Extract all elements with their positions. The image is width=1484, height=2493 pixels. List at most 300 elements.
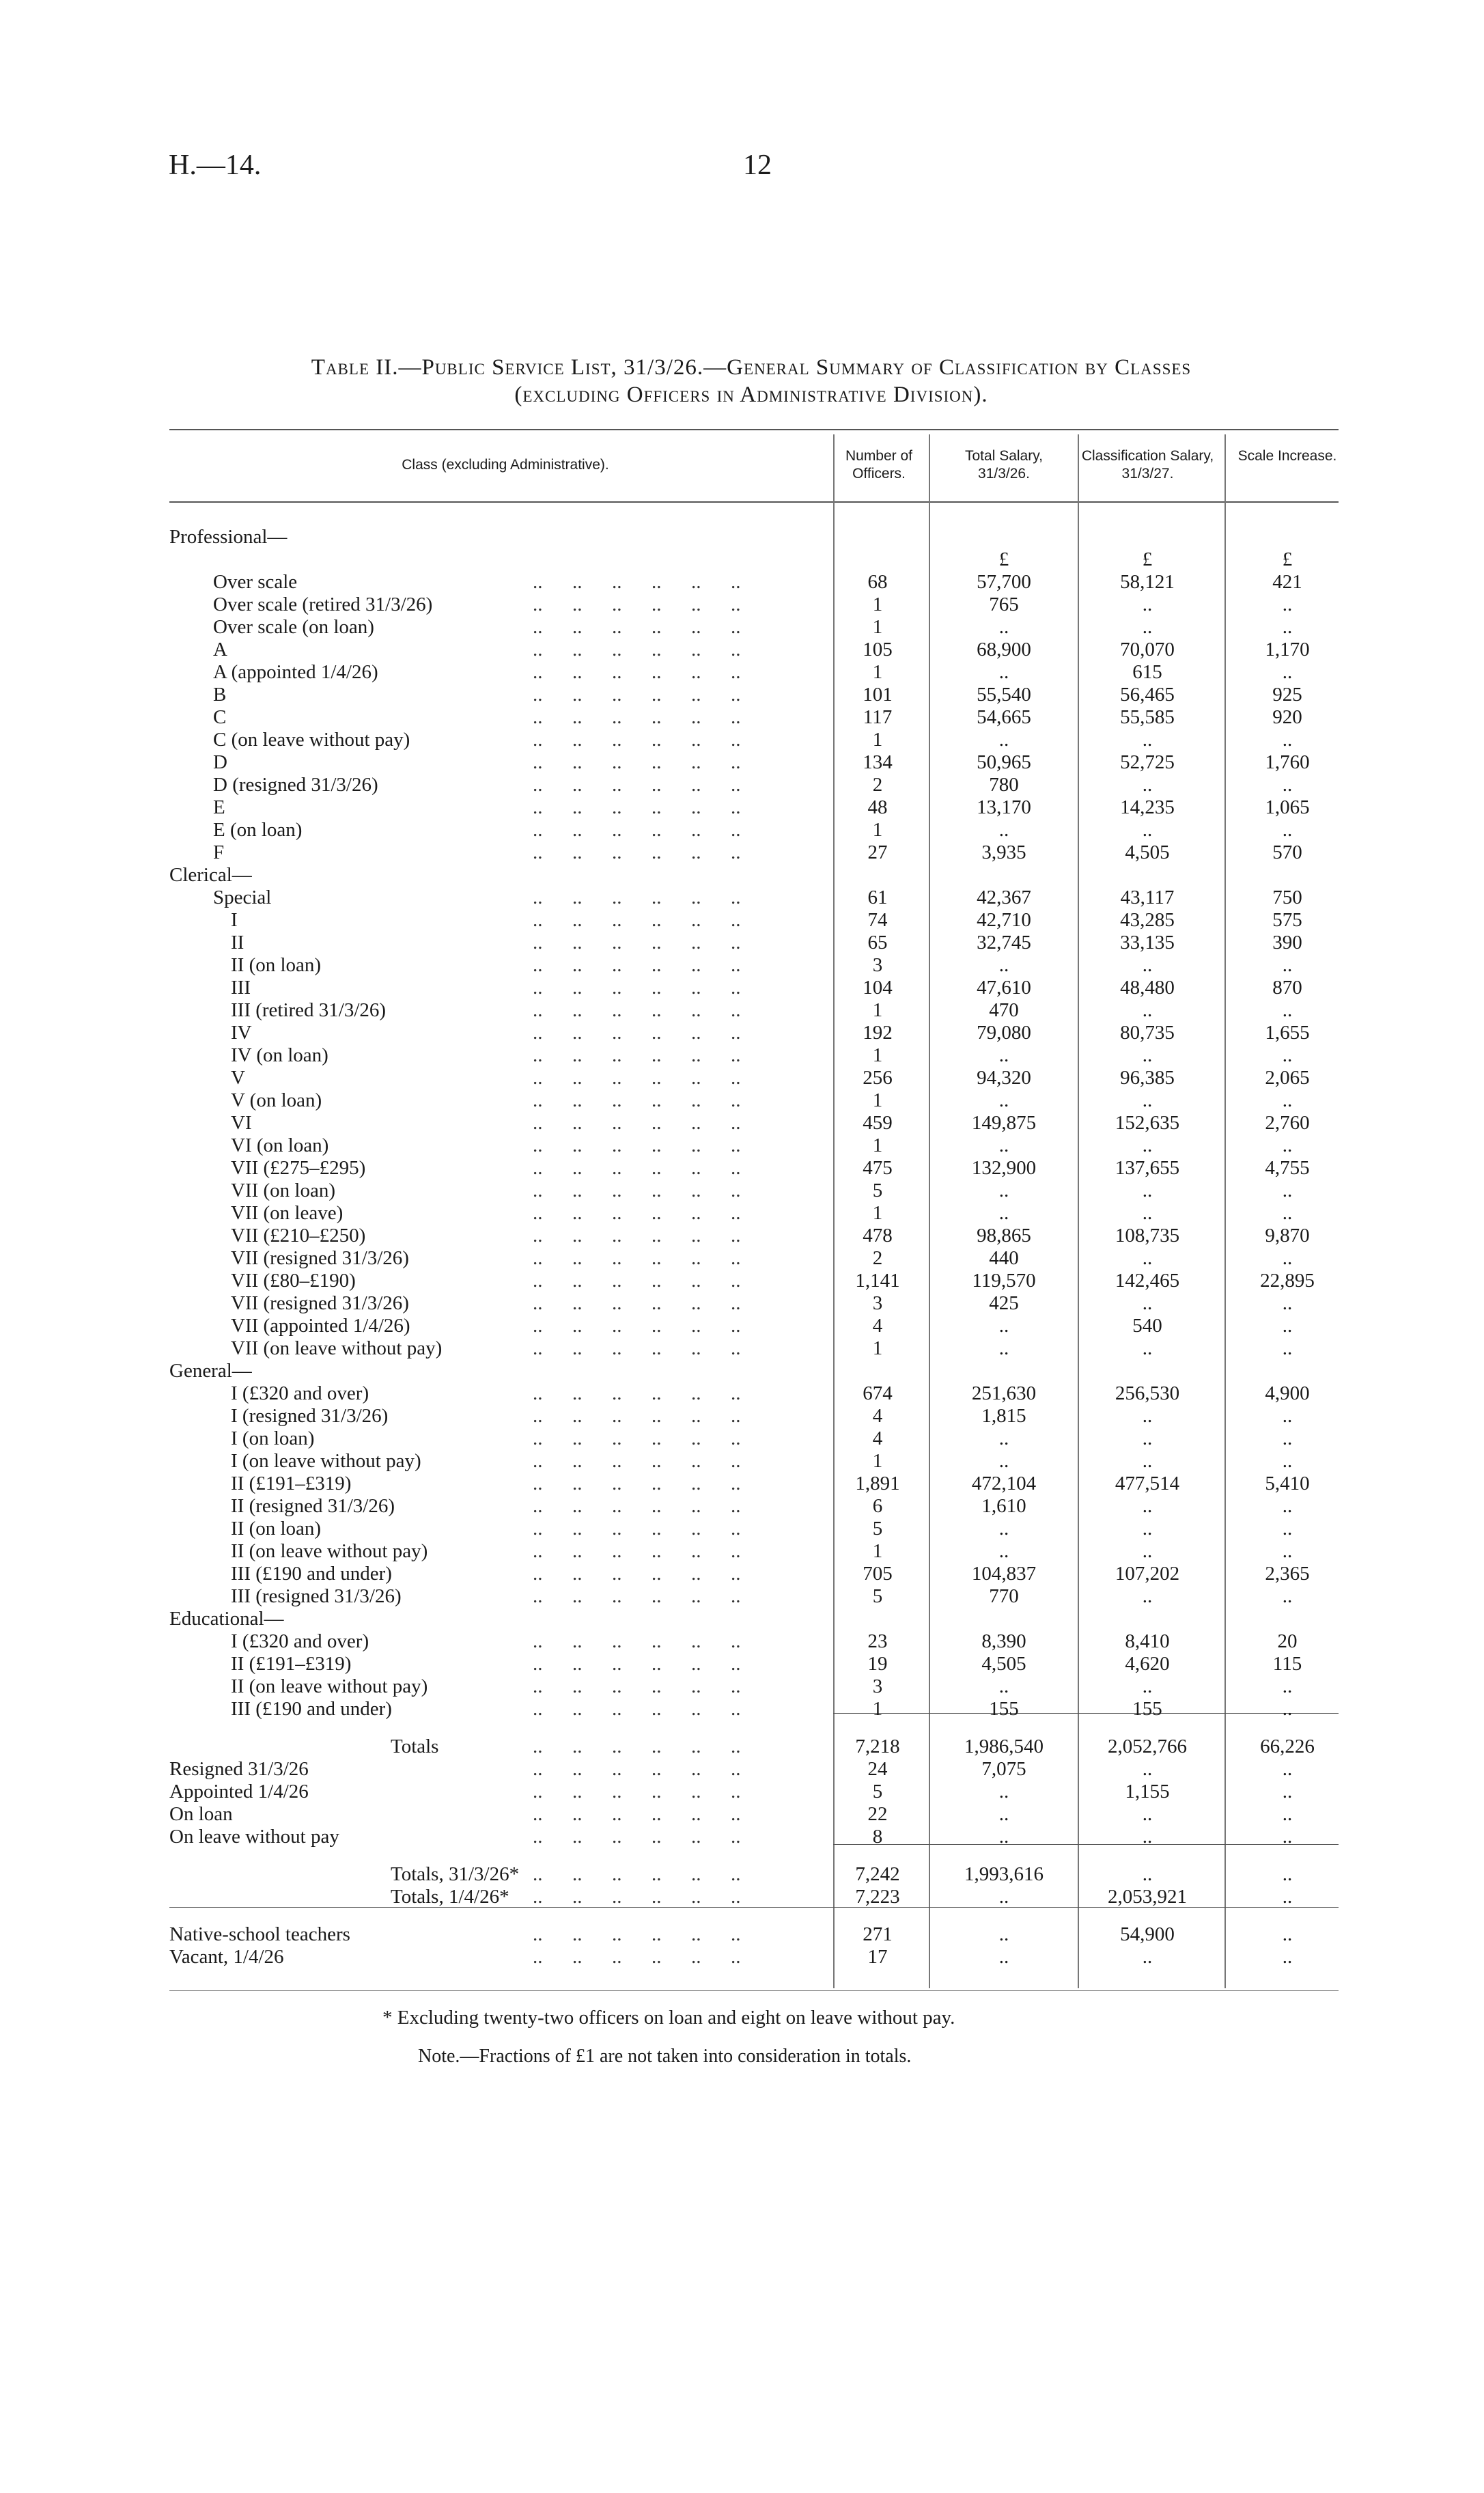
total-salary-cell: .. (998, 1518, 1009, 1540)
scale-increase-cell: .. (1282, 1337, 1293, 1359)
row-label: A (appointed 1/4/26) (213, 661, 378, 683)
scale-increase-cell: 2,760 (1265, 1112, 1310, 1134)
officers-cell: 1 (872, 1202, 883, 1224)
total-salary-cell: .. (998, 1923, 1009, 1945)
table-row (0, 1540, 1484, 1563)
total-salary-cell: 155 (989, 1698, 1019, 1720)
total-salary-cell: 98,865 (977, 1225, 1031, 1246)
leader-dots: .. .. .. .. .. .. (533, 1675, 741, 1697)
row-label: Totals, 31/3/26* (391, 1863, 520, 1885)
officers-cell: 1 (872, 616, 883, 638)
table-title-line1: Table II.—Public Service List, 31/3/26.—General Summary of Classification by Classes (311, 355, 1192, 380)
classification-salary-cell: 33,135 (1120, 932, 1175, 953)
scale-increase-cell: .. (1282, 954, 1293, 976)
table-row (0, 796, 1484, 819)
leader-dots: .. .. .. .. .. .. (533, 639, 741, 660)
scale-increase-cell: .. (1282, 1758, 1293, 1780)
row-label: II (231, 932, 244, 953)
classification-salary-cell: 108,735 (1115, 1225, 1180, 1246)
classification-salary-cell: 2,053,921 (1108, 1886, 1187, 1908)
table-row (0, 661, 1484, 684)
scale-increase-cell: .. (1282, 774, 1293, 796)
officers-cell: 65 (867, 932, 888, 953)
officers-cell: 192 (863, 1022, 893, 1044)
officers-cell: 1,891 (855, 1473, 900, 1494)
table-row (0, 1653, 1484, 1675)
table-row (0, 639, 1484, 661)
row-label: Totals (391, 1736, 439, 1757)
total-salary-cell: 770 (989, 1585, 1019, 1607)
classification-salary-cell: 70,070 (1120, 639, 1175, 660)
row-label: A (213, 639, 227, 660)
scale-increase-cell: .. (1282, 1698, 1293, 1720)
officers-cell: 674 (863, 1382, 893, 1404)
classification-salary-cell: £ (1142, 548, 1153, 570)
table-row (0, 729, 1484, 751)
scale-increase-cell: .. (1282, 999, 1293, 1021)
leader-dots: .. .. .. .. .. .. (533, 1225, 741, 1246)
total-salary-cell: .. (998, 661, 1009, 683)
officers-cell: 3 (872, 954, 883, 976)
table-row (0, 1473, 1484, 1495)
total-salary-cell: .. (998, 1803, 1009, 1825)
leader-dots: .. .. .. .. .. .. (533, 751, 741, 773)
officers-cell: 6 (872, 1495, 883, 1517)
classification-salary-cell: .. (1142, 1044, 1153, 1066)
leader-dots: .. .. .. .. .. .. (533, 616, 741, 638)
leader-dots: .. .. .. .. .. .. (533, 1022, 741, 1044)
table-row (0, 1405, 1484, 1427)
col-header-class: Class (excluding Administrative). (402, 457, 609, 473)
officers-cell: 5 (872, 1180, 883, 1201)
scale-increase-cell: 20 (1277, 1630, 1298, 1652)
total-salary-cell: 780 (989, 774, 1019, 796)
officers-cell: 7,218 (855, 1736, 900, 1757)
table-row (0, 571, 1484, 594)
classification-salary-cell: .. (1142, 954, 1153, 976)
leader-dots: .. .. .. .. .. .. (533, 977, 741, 999)
total-salary-cell: 42,710 (977, 909, 1031, 931)
classification-salary-cell: 2,052,766 (1108, 1736, 1187, 1757)
table-row (0, 1698, 1484, 1721)
scale-increase-cell: .. (1282, 594, 1293, 615)
row-label: VII (on leave without pay) (231, 1337, 443, 1359)
table-row (0, 1134, 1484, 1157)
table-row (0, 1826, 1484, 1848)
classification-salary-cell: .. (1142, 1758, 1153, 1780)
classification-salary-cell: .. (1142, 1495, 1153, 1517)
classification-salary-cell: .. (1142, 1405, 1153, 1427)
scale-increase-cell: 870 (1272, 977, 1302, 999)
table-row (0, 1923, 1484, 1946)
classification-salary-cell: 43,117 (1120, 887, 1175, 908)
classification-salary-cell: .. (1142, 1247, 1153, 1269)
leader-dots: .. .. .. .. .. .. (533, 1803, 741, 1825)
table-row (0, 1630, 1484, 1653)
row-label: Resigned 31/3/26 (169, 1758, 309, 1780)
classification-salary-cell: .. (1142, 774, 1153, 796)
scale-increase-cell: 2,365 (1265, 1563, 1310, 1585)
total-salary-cell: .. (998, 1315, 1009, 1337)
officers-cell: 27 (867, 841, 888, 863)
leader-dots: .. .. .. .. .. .. (533, 1863, 741, 1885)
classification-salary-cell: .. (1142, 594, 1153, 615)
officers-cell: 1,141 (855, 1270, 900, 1292)
scale-increase-cell: .. (1282, 1089, 1293, 1111)
table-row (0, 1202, 1484, 1225)
footnote: * Excluding twenty-two officers on loan and eight on leave without pay. (382, 2007, 955, 2029)
officers-cell: 1 (872, 1337, 883, 1359)
total-salary-cell: .. (998, 616, 1009, 638)
section-header-row (0, 864, 1484, 887)
classification-salary-cell: .. (1142, 1202, 1153, 1224)
row-label: VI (on loan) (231, 1134, 329, 1156)
total-salary-cell: 50,965 (977, 751, 1031, 773)
total-salary-cell: 470 (989, 999, 1019, 1021)
table-row (0, 751, 1484, 774)
total-salary-cell: .. (998, 1202, 1009, 1224)
officers-cell: 2 (872, 1247, 883, 1269)
leader-dots: .. .. .. .. .. .. (533, 1247, 741, 1269)
row-label: V (231, 1067, 245, 1089)
row-label: VII (on leave) (231, 1202, 344, 1224)
leader-dots: .. .. .. .. .. .. (533, 1067, 741, 1089)
row-label: III (retired 31/3/26) (231, 999, 387, 1021)
table-row (0, 1382, 1484, 1405)
scale-increase-cell: .. (1282, 1923, 1293, 1945)
classification-salary-cell: 540 (1132, 1315, 1162, 1337)
table-row (0, 774, 1484, 796)
row-label: III (231, 977, 251, 999)
table-title (164, 354, 1339, 408)
scale-increase-cell: .. (1282, 1826, 1293, 1848)
header-bottom-rule (169, 501, 1339, 503)
scale-increase-cell: .. (1282, 1450, 1293, 1472)
section-header-row (0, 548, 1484, 571)
leader-dots: .. .. .. .. .. .. (533, 1653, 741, 1675)
table-row (0, 594, 1484, 616)
scale-increase-cell: 750 (1272, 887, 1302, 908)
total-salary-cell: .. (998, 819, 1009, 841)
leader-dots: .. .. .. .. .. .. (533, 819, 741, 841)
officers-cell: 705 (863, 1563, 893, 1585)
total-salary-cell: .. (998, 1134, 1009, 1156)
leader-dots: .. .. .. .. .. .. (533, 661, 741, 683)
scale-increase-cell: .. (1282, 1946, 1293, 1968)
officers-cell: 1 (872, 1540, 883, 1562)
scale-increase-cell: 920 (1272, 706, 1302, 728)
officers-cell: 1 (872, 999, 883, 1021)
leader-dots: .. .. .. .. .. .. (533, 796, 741, 818)
row-label: Over scale (on loan) (213, 616, 374, 638)
total-salary-cell: 57,700 (977, 571, 1031, 593)
scale-increase-cell: 1,655 (1265, 1022, 1310, 1044)
table-row (0, 1315, 1484, 1337)
total-salary-cell: .. (998, 1675, 1009, 1697)
leader-dots: .. .. .. .. .. .. (533, 594, 741, 615)
officers-cell: 1 (872, 661, 883, 683)
leader-dots: .. .. .. .. .. .. (533, 1202, 741, 1224)
total-salary-cell: .. (998, 1886, 1009, 1908)
scale-increase-cell: .. (1282, 729, 1293, 751)
table-row (0, 1089, 1484, 1112)
scale-increase-cell: .. (1282, 1585, 1293, 1607)
scale-increase-cell: 1,760 (1265, 751, 1310, 773)
officers-cell: 19 (867, 1653, 888, 1675)
officers-cell: 5 (872, 1781, 883, 1802)
scale-increase-cell: 22,895 (1260, 1270, 1315, 1292)
leader-dots: .. .. .. .. .. .. (533, 1698, 741, 1720)
table-row (0, 616, 1484, 639)
classification-salary-cell: .. (1142, 999, 1153, 1021)
row-label: II (£191–£319) (231, 1473, 352, 1494)
total-salary-cell: 251,630 (971, 1382, 1037, 1404)
table-row (0, 1946, 1484, 1968)
page-number: 12 (743, 150, 772, 181)
total-salary-cell: 13,170 (977, 796, 1031, 818)
bottom-rule (169, 1990, 1339, 1991)
table-row (0, 1180, 1484, 1202)
classification-salary-cell: .. (1142, 1337, 1153, 1359)
officers-cell: 101 (863, 684, 893, 706)
table-row (0, 887, 1484, 909)
col-header-scale-increase: Scale Increase. (1237, 448, 1337, 464)
leader-dots: .. .. .. .. .. .. (533, 1923, 741, 1945)
leader-dots: .. .. .. .. .. .. (533, 1427, 741, 1449)
total-salary-cell: 94,320 (977, 1067, 1031, 1089)
leader-dots: .. .. .. .. .. .. (533, 706, 741, 728)
total-salary-cell: 47,610 (977, 977, 1031, 999)
scale-increase-cell: .. (1282, 1675, 1293, 1697)
officers-cell: 48 (867, 796, 888, 818)
note: Note.—Fractions of £1 are not taken into consideration in totals. (418, 2046, 912, 2067)
total-salary-cell: 8,390 (981, 1630, 1026, 1652)
classification-salary-cell: 14,235 (1120, 796, 1175, 818)
row-label: D (213, 751, 227, 773)
row-label: VII (£275–£295) (231, 1157, 366, 1179)
scale-increase-cell: .. (1282, 1292, 1293, 1314)
leader-dots: .. .. .. .. .. .. (533, 774, 741, 796)
scale-increase-cell: £ (1282, 548, 1293, 570)
classification-salary-cell: .. (1142, 1803, 1153, 1825)
leader-dots: .. .. .. .. .. .. (533, 1826, 741, 1848)
total-salary-cell: 55,540 (977, 684, 1031, 706)
officers-cell: 459 (863, 1112, 893, 1134)
leader-dots: .. .. .. .. .. .. (533, 1495, 741, 1517)
table-row (0, 1270, 1484, 1292)
officers-cell: 134 (863, 751, 893, 773)
scale-increase-cell: 390 (1272, 932, 1302, 953)
scale-increase-cell: .. (1282, 616, 1293, 638)
leader-dots: .. .. .. .. .. .. (533, 1315, 741, 1337)
leader-dots: .. .. .. .. .. .. (533, 999, 741, 1021)
col-header-classification-salary: Classification Salary, 31/3/27. (1081, 448, 1214, 482)
scale-increase-cell: 115 (1272, 1653, 1302, 1675)
row-label: II (on leave without pay) (231, 1540, 428, 1562)
total-salary-cell: 1,610 (981, 1495, 1026, 1517)
leader-dots: .. .. .. .. .. .. (533, 954, 741, 976)
scale-increase-cell: .. (1282, 1202, 1293, 1224)
row-label: I (resigned 31/3/26) (231, 1405, 389, 1427)
leader-dots: .. .. .. .. .. .. (533, 932, 741, 953)
classification-salary-cell: 80,735 (1120, 1022, 1175, 1044)
officers-cell: 5 (872, 1518, 883, 1540)
row-label: On loan (169, 1803, 233, 1825)
section-header-row (0, 526, 1484, 548)
table-row (0, 1675, 1484, 1698)
officers-cell: 4 (872, 1405, 883, 1427)
scale-increase-cell: .. (1282, 1315, 1293, 1337)
total-salary-cell: .. (998, 1089, 1009, 1111)
leader-dots: .. .. .. .. .. .. (533, 1292, 741, 1314)
row-label: I (£320 and over) (231, 1382, 369, 1404)
table-row (0, 1450, 1484, 1473)
row-label: I (£320 and over) (231, 1630, 369, 1652)
total-salary-cell: .. (998, 1180, 1009, 1201)
scale-increase-cell: .. (1282, 1134, 1293, 1156)
row-label: General— (169, 1360, 252, 1382)
classification-salary-cell: 137,655 (1115, 1157, 1180, 1179)
total-salary-cell: 1,993,616 (964, 1863, 1044, 1885)
total-salary-cell: 119,570 (972, 1270, 1036, 1292)
total-salary-cell: 42,367 (977, 887, 1031, 908)
officers-cell: 8 (872, 1826, 883, 1848)
row-label: Clerical— (169, 864, 252, 886)
classification-salary-cell: 615 (1132, 661, 1162, 683)
total-salary-cell: £ (998, 548, 1009, 570)
leader-dots: .. .. .. .. .. .. (533, 1405, 741, 1427)
row-label: I (on leave without pay) (231, 1450, 421, 1472)
scale-increase-cell: .. (1282, 1803, 1293, 1825)
officers-cell: 1 (872, 1450, 883, 1472)
leader-dots: .. .. .. .. .. .. (533, 729, 741, 751)
classification-salary-cell: 107,202 (1115, 1563, 1180, 1585)
row-label: On leave without pay (169, 1826, 339, 1848)
classification-salary-cell: .. (1142, 819, 1153, 841)
leader-dots: .. .. .. .. .. .. (533, 1044, 741, 1066)
classification-salary-cell: .. (1142, 1450, 1153, 1472)
total-salary-cell: 79,080 (977, 1022, 1031, 1044)
row-label: Appointed 1/4/26 (169, 1781, 309, 1802)
row-label: Native-school teachers (169, 1923, 350, 1945)
row-label: Vacant, 1/4/26 (169, 1946, 284, 1968)
scale-increase-cell: .. (1282, 1405, 1293, 1427)
officers-cell: 104 (863, 977, 893, 999)
scale-increase-cell: 9,870 (1265, 1225, 1310, 1246)
officers-cell: 68 (867, 571, 888, 593)
table-row (0, 841, 1484, 864)
row-label: Over scale (213, 571, 298, 593)
leader-dots: .. .. .. .. .. .. (533, 887, 741, 908)
table-row (0, 999, 1484, 1022)
table-row (0, 1495, 1484, 1518)
table-row (0, 1337, 1484, 1360)
total-salary-cell: 7,075 (981, 1758, 1026, 1780)
leader-dots: .. .. .. .. .. .. (533, 1134, 741, 1156)
total-salary-cell: .. (998, 1946, 1009, 1968)
row-label: II (on loan) (231, 1518, 322, 1540)
table-row (0, 1518, 1484, 1540)
total-salary-cell: 54,665 (977, 706, 1031, 728)
leader-dots: .. .. .. .. .. .. (533, 841, 741, 863)
leader-dots: .. .. .. .. .. .. (533, 1563, 741, 1585)
classification-salary-cell: 8,410 (1125, 1630, 1170, 1652)
classification-salary-cell: 4,620 (1125, 1653, 1170, 1675)
table-row (0, 1427, 1484, 1450)
total-salary-cell: .. (998, 729, 1009, 751)
row-label: II (on leave without pay) (231, 1675, 428, 1697)
total-salary-cell: .. (998, 954, 1009, 976)
scale-increase-cell: 66,226 (1260, 1736, 1315, 1757)
row-label: II (resigned 31/3/26) (231, 1495, 395, 1517)
officers-cell: 22 (867, 1803, 888, 1825)
officers-cell: 105 (863, 639, 893, 660)
table-row (0, 1292, 1484, 1315)
table-row (0, 1112, 1484, 1134)
classification-salary-cell: 48,480 (1120, 977, 1175, 999)
row-label: II (£191–£319) (231, 1653, 352, 1675)
leader-dots: .. .. .. .. .. .. (533, 1089, 741, 1111)
officers-cell: 3 (872, 1292, 883, 1314)
scale-increase-cell: .. (1282, 1863, 1293, 1885)
classification-salary-cell: 1,155 (1125, 1781, 1170, 1802)
officers-cell: 1 (872, 1698, 883, 1720)
row-label: E (on loan) (213, 819, 303, 841)
row-label: VI (231, 1112, 252, 1134)
classification-salary-cell: 54,900 (1120, 1923, 1175, 1945)
classification-salary-cell: 4,505 (1125, 841, 1170, 863)
top-rule (169, 429, 1339, 430)
table-row (0, 954, 1484, 977)
total-salary-cell: .. (998, 1450, 1009, 1472)
table-row (0, 819, 1484, 841)
row-label: III (£190 and under) (231, 1563, 392, 1585)
table-row (0, 684, 1484, 706)
total-salary-cell: 1,815 (981, 1405, 1026, 1427)
section-header-row (0, 1360, 1484, 1382)
table-row (0, 1758, 1484, 1781)
row-label: VII (£210–£250) (231, 1225, 366, 1246)
row-label: Professional— (169, 526, 288, 548)
classification-salary-cell: .. (1142, 1826, 1153, 1848)
classification-salary-cell: .. (1142, 1518, 1153, 1540)
row-label: Over scale (retired 31/3/26) (213, 594, 433, 615)
classification-salary-cell: .. (1142, 616, 1153, 638)
scale-increase-cell: 925 (1272, 684, 1302, 706)
officers-cell: 1 (872, 594, 883, 615)
officers-cell: 1 (872, 819, 883, 841)
scale-increase-cell: .. (1282, 661, 1293, 683)
officers-cell: 17 (867, 1946, 888, 1968)
officers-cell: 478 (863, 1225, 893, 1246)
row-label: C (213, 706, 227, 728)
officers-cell: 4 (872, 1315, 883, 1337)
total-salary-cell: 3,935 (981, 841, 1026, 863)
total-salary-cell: .. (998, 1540, 1009, 1562)
officers-cell: 1 (872, 1089, 883, 1111)
total-salary-cell: 104,837 (971, 1563, 1037, 1585)
classification-salary-cell: .. (1142, 1180, 1153, 1201)
row-label: VII (resigned 31/3/26) (231, 1247, 409, 1269)
scale-increase-cell: .. (1282, 1427, 1293, 1449)
scale-increase-cell: .. (1282, 1781, 1293, 1802)
total-salary-cell: 765 (989, 594, 1019, 615)
leader-dots: .. .. .. .. .. .. (533, 1337, 741, 1359)
officers-cell: 7,223 (855, 1886, 900, 1908)
officers-cell: 256 (863, 1067, 893, 1089)
scale-increase-cell: .. (1282, 1180, 1293, 1201)
table-row (0, 1225, 1484, 1247)
